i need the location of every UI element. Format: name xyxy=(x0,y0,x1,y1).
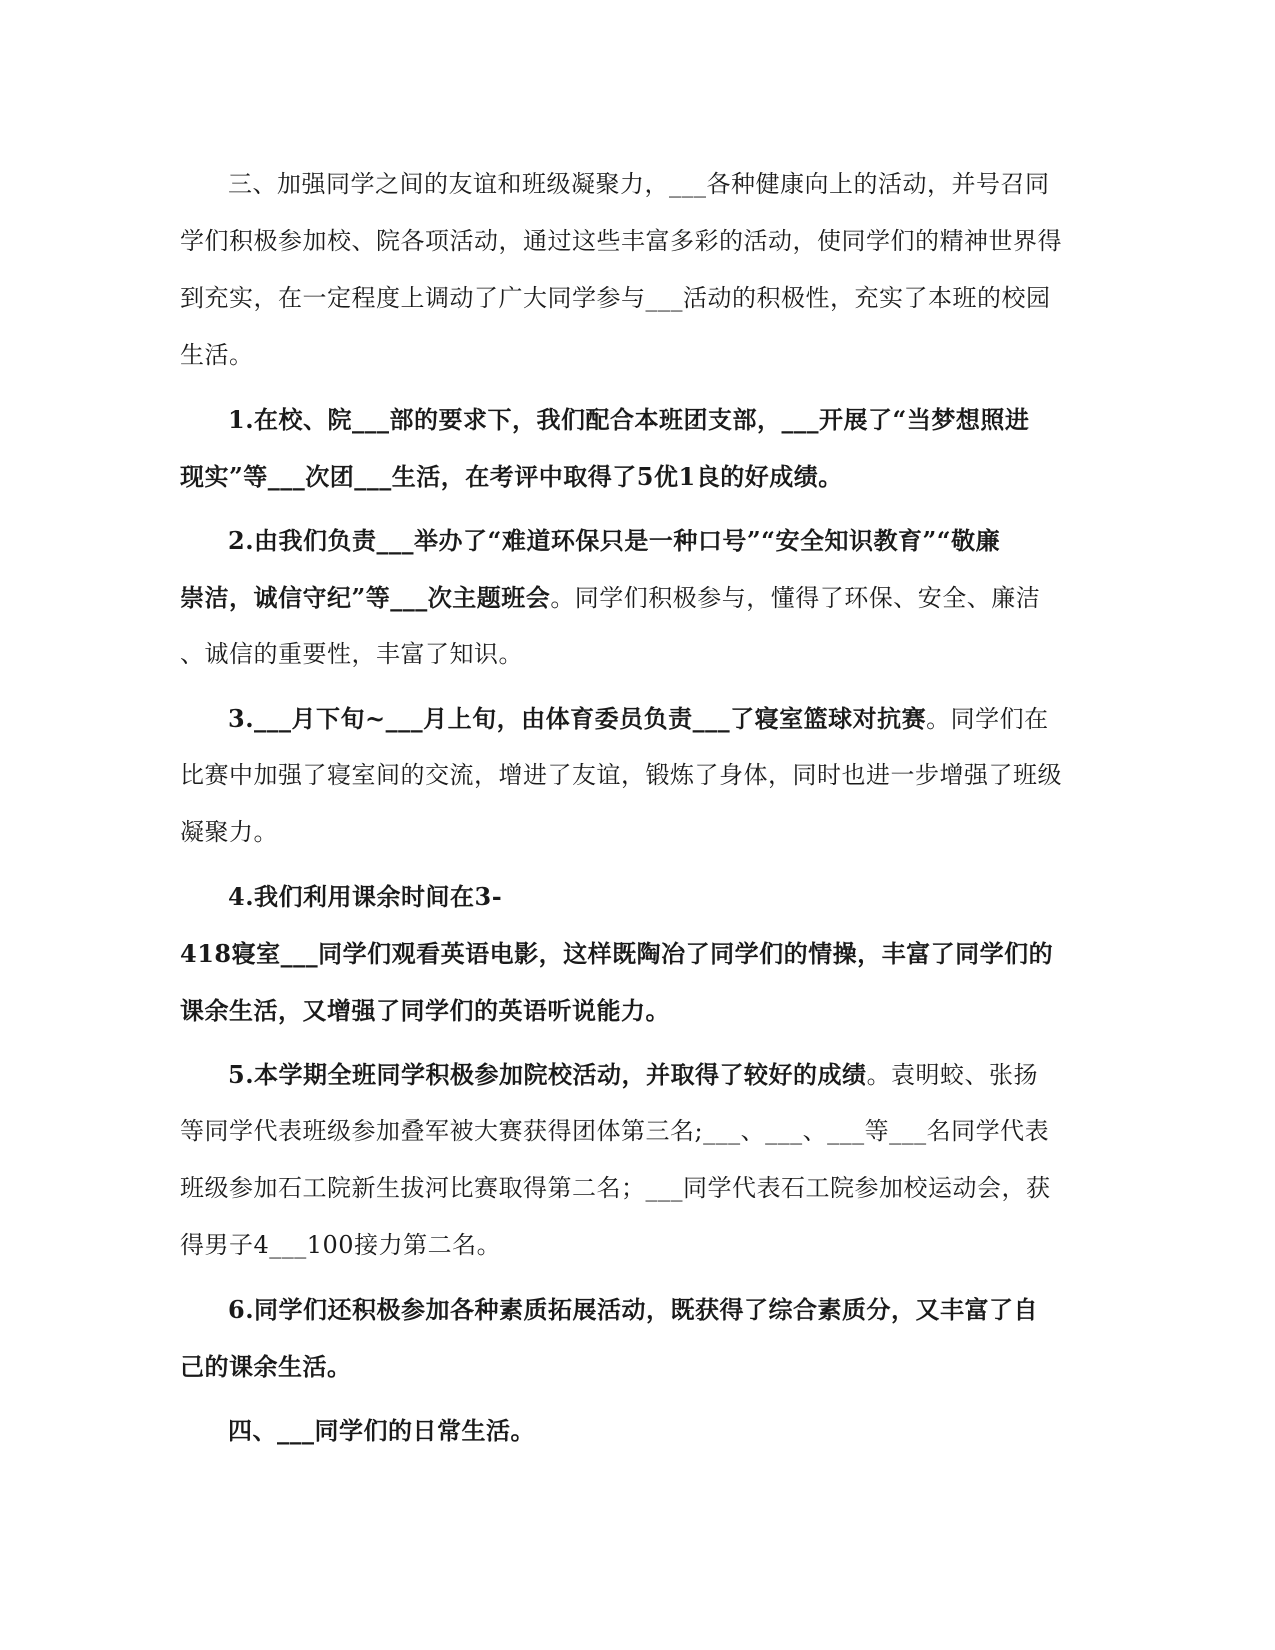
paragraph-line xyxy=(180,569,1040,626)
paragraph-line: 课余生活，又增强了同学们的英语听说能力。 xyxy=(180,996,670,1025)
paragraph-line: 6.同学们还积极参加各种素质拓展活动，既获得了综合素质分，又丰富了自 xyxy=(228,1295,1039,1324)
list-item-2 xyxy=(180,512,1040,683)
bold-text: 3.___月下旬~___月上旬，由体育委员负责___了寝室篮球对抗赛 xyxy=(228,704,927,733)
paragraph-line: 己的课余生活。 xyxy=(180,1352,352,1381)
bold-text: 5.本学期全班同学积极参加院校活动，并取得了较好的成绩 xyxy=(228,1060,867,1089)
document-body xyxy=(180,156,1062,1459)
normal-text: 。同学们积极参与，懂得了环保、安全、廉洁 xyxy=(550,584,1041,612)
paragraph-line: 三、加强同学之间的友谊和班级凝聚力，___各种健康向上的活动，并号召同 xyxy=(228,170,1050,198)
paragraph-section-4 xyxy=(180,1402,1040,1459)
paragraph-line xyxy=(180,690,1049,747)
paragraph-line: 1.在校、院___部的要求下，我们配合本班团支部，___开展了“当梦想照进 xyxy=(228,405,1030,434)
list-item-5 xyxy=(180,1046,1051,1274)
paragraph-line: 2.由我们负责___举办了“难道环保只是一种口号”“安全知识教育”“敬廉 xyxy=(228,526,1001,555)
list-item-3 xyxy=(180,690,1062,861)
paragraph-line: 得男子4___100接力第二名。 xyxy=(180,1231,502,1259)
section-heading: 四、___同学们的日常生活。 xyxy=(228,1416,535,1445)
paragraph-line xyxy=(180,1046,1040,1103)
paragraph-line: 418寝室___同学们观看英语电影，这样既陶冶了同学们的情操，丰富了同学们的 xyxy=(180,939,1054,968)
paragraph-line: 等同学代表班级参加叠军被大赛获得团体第三名;___、___、___等___名同学代表 xyxy=(180,1117,1050,1145)
paragraph-line: 凝聚力。 xyxy=(180,818,278,846)
normal-text: 。同学们在 xyxy=(926,705,1049,733)
paragraph-line: 班级参加石工院新生拔河比赛取得第二名；___同学代表石工院参加校运动会，获 xyxy=(180,1174,1051,1202)
paragraph-line: 到充实，在一定程度上调动了广大同学参与___活动的积极性，充实了本班的校园 xyxy=(180,284,1051,312)
paragraph-line: 、诚信的重要性，丰富了知识。 xyxy=(180,640,523,668)
paragraph-line: 生活。 xyxy=(180,341,254,369)
paragraph-line: 4.我们利用课余时间在3- xyxy=(228,882,503,911)
paragraph-section-3 xyxy=(180,156,1062,384)
list-item-4 xyxy=(180,868,1054,1039)
bold-text: 崇洁，诚信守纪”等___次主题班会 xyxy=(180,583,551,612)
list-item-1 xyxy=(180,391,1040,505)
paragraph-line: 比赛中加强了寝室间的交流，增进了友谊，锻炼了身体，同时也进一步增强了班级 xyxy=(180,761,1062,789)
paragraph-line: 现实”等___次团___生活，在考评中取得了5优1良的好成绩。 xyxy=(180,462,843,491)
list-item-6 xyxy=(180,1281,1040,1395)
normal-text: 。袁明蛟、张扬 xyxy=(866,1061,1039,1089)
paragraph-line: 学们积极参加校、院各项活动，通过这些丰富多彩的活动，使同学们的精神世界得 xyxy=(180,227,1062,255)
